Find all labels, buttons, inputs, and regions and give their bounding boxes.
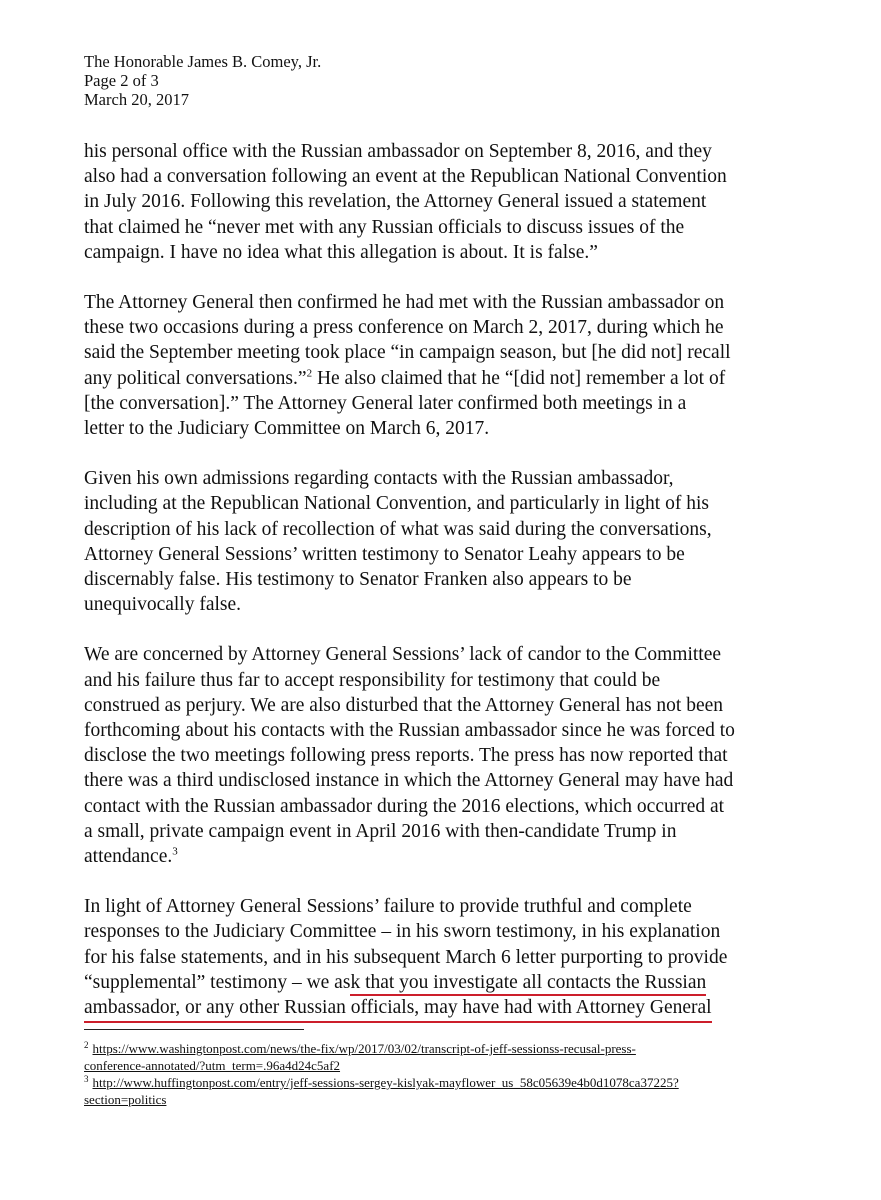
text-line: construed as perjury. We are also disturbed that the Attorney General has not been <box>84 694 724 716</box>
paragraph-3 <box>84 466 824 617</box>
footnote-marker: 2 <box>306 367 313 380</box>
text-line: for his false statements, and in his subsequent March 6 letter purporting to provide <box>84 946 728 968</box>
text-line: unequivocally false. <box>84 594 242 616</box>
text-line: in July 2016. Following this revelation, the Attorney General issued a statement <box>84 191 707 213</box>
red-underline-highlight: k that you investigate all contacts the Russian <box>350 972 706 996</box>
text-segment: any political conversations.” <box>84 367 307 389</box>
footnote-divider <box>84 1029 304 1030</box>
text-segment: “supplemental” testimony – we as <box>84 971 351 993</box>
footnote-link[interactable]: conference-annotated/?utm_term=.96a4d24c5af2 <box>84 1058 341 1073</box>
text-line: letter to the Judiciary Committee on March 6, 2017. <box>84 418 490 440</box>
footnote-line <box>84 1074 824 1091</box>
footnote-marker: 3 <box>172 845 178 858</box>
footnote-link[interactable]: https://www.washingtonpost.com/news/the-fix/wp/2017/03/02/transcript-of-jeff-sessionss-recusal-press- <box>92 1041 636 1056</box>
text-line: and his failure thus far to accept responsibility for testimony that could be <box>84 669 661 691</box>
text-line: there was a third undisclosed instance in which the Attorney General may have had <box>84 770 734 792</box>
text-line: a small, private campaign event in April 2016 with then-candidate Trump in <box>84 820 677 842</box>
text-line: responses to the Judiciary Committee – in his sworn testimony, in his explanation <box>84 921 721 943</box>
text-line: including at the Republican National Convention, and particularly in light of his <box>84 493 709 515</box>
page-number: Page 2 of 3 <box>84 71 159 90</box>
recipient-line: The Honorable James B. Comey, Jr. <box>84 52 322 71</box>
footnote-link[interactable]: section=politics <box>84 1092 167 1107</box>
footnote-line <box>84 1040 824 1057</box>
text-line: forthcoming about his contacts with the Russian ambassador since he was forced to <box>84 720 735 742</box>
letter-header <box>84 52 321 109</box>
footnote-line <box>84 1057 824 1074</box>
red-underline-highlight <box>84 997 712 1023</box>
text-line: his personal office with the Russian ambassador on September 8, 2016, and they <box>84 141 712 162</box>
text-segment: He also claimed that he “[did not] remember a lot of <box>312 367 726 389</box>
paragraph-1 <box>84 139 824 265</box>
footnote-3 <box>84 1074 824 1108</box>
text-line: Given his own admissions regarding contacts with the Russian ambassador, <box>84 468 674 490</box>
footnote-number: 3 <box>84 1073 89 1084</box>
paragraph-5 <box>84 894 824 1020</box>
text-line: The Attorney General then confirmed he had met with the Russian ambassador on <box>84 292 725 314</box>
text-line: description of his lack of recollection of what was said during the conversations, <box>84 518 712 540</box>
text-line: We are concerned by Attorney General Sessions’ lack of candor to the Committee <box>84 644 722 666</box>
footnote-line <box>84 1091 824 1108</box>
text-line: [the conversation].” The Attorney General later confirmed both meetings in a <box>84 392 687 414</box>
text-line: discernably false. His testimony to Senator Franken also appears to be <box>84 569 632 591</box>
text-line <box>84 366 824 391</box>
letter-body <box>84 139 824 1045</box>
text-line: disclose the two meetings following press reports. The press has now reported that <box>84 745 728 767</box>
text-line: these two occasions during a press conference on March 2, 2017, during which he <box>84 317 724 339</box>
text-line: that claimed he “never met with any Russian officials to discuss issues of the <box>84 216 685 238</box>
footnote-2 <box>84 1040 824 1074</box>
text-line: campaign. I have no idea what this allegation is about. It is false.” <box>84 241 598 263</box>
text-segment: attendance. <box>84 846 173 868</box>
text-line: contact with the Russian ambassador during the 2016 elections, which occurred at <box>84 795 725 817</box>
text-line <box>84 970 824 995</box>
text-line: said the September meeting took place “in campaign season, but [he did not] recall <box>84 342 731 364</box>
paragraph-2 <box>84 290 824 441</box>
letter-date: March 20, 2017 <box>84 90 189 109</box>
text-line: Attorney General Sessions’ written testimony to Senator Leahy appears to be <box>84 543 685 565</box>
text-line <box>84 995 824 1020</box>
footnote-number: 2 <box>84 1039 89 1050</box>
text-line <box>84 844 824 869</box>
text-line: also had a conversation following an event at the Republican National Convention <box>84 166 727 188</box>
paragraph-4 <box>84 642 824 869</box>
text-segment: am <box>84 997 108 1019</box>
footnote-link[interactable]: http://www.huffingtonpost.com/entry/jeff-sessions-sergey-kislyak-mayflower_us_58c05639e4b0d1078ca37225? <box>92 1075 679 1090</box>
footnotes <box>84 1040 824 1108</box>
text-line: In light of Attorney General Sessions’ failure to provide truthful and complete <box>84 896 692 918</box>
text-segment: bassador, or any other Russian officials, may have had with Attorney General <box>107 997 712 1019</box>
